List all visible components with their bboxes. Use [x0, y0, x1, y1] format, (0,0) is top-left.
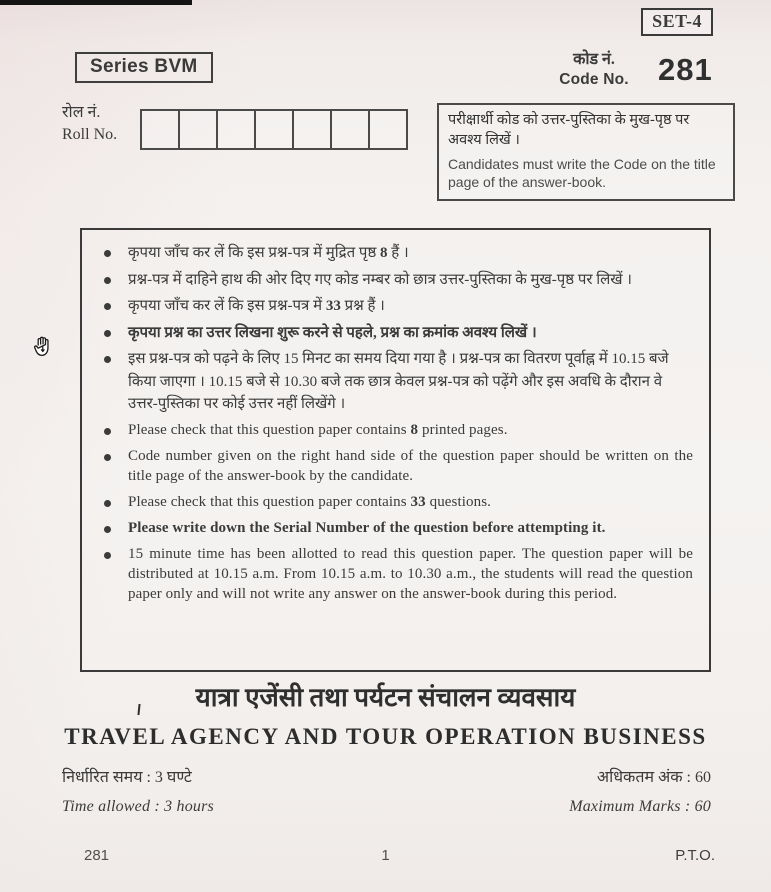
instruction-item — [100, 544, 693, 604]
instruction-text: Please check that this question paper contains 33 questions. — [128, 493, 492, 510]
time-allowed-hindi: निर्धारित समय : 3 घण्टे — [62, 769, 192, 786]
code-number-block — [540, 50, 713, 89]
paper-title-english: TRAVEL AGENCY AND TOUR OPERATION BUSINESS — [64, 724, 707, 749]
roll-digit-cell — [292, 109, 332, 150]
roll-digit-cell — [178, 109, 218, 150]
time-allowed-english: Time allowed : 3 hours — [62, 798, 214, 815]
bullet-icon — [104, 428, 111, 435]
bullet-icon — [104, 330, 111, 337]
bullet-icon — [104, 356, 111, 363]
roll-digit-cell — [368, 109, 408, 150]
scan-edge-artifact — [0, 0, 192, 5]
instructions-english-list — [100, 420, 693, 604]
bullet-icon — [104, 552, 111, 559]
bullet-icon — [104, 303, 111, 310]
roll-digit-cell — [254, 109, 294, 150]
footer-paper-code: 281 — [84, 847, 110, 864]
instruction-item — [100, 518, 693, 538]
roll-number-grid — [140, 109, 408, 150]
bullet-icon — [104, 500, 111, 507]
instruction-text: कृपया जाँच कर लें कि इस प्रश्न-पत्र में 33 प्रश्न हैं । — [128, 298, 385, 314]
footer-page-number: 1 — [381, 847, 390, 864]
maximum-marks-block — [569, 768, 711, 817]
footer-pto-label: P.T.O. — [675, 847, 715, 864]
roll-digit-cell — [330, 109, 370, 150]
paper-title-hindi: यात्रा एजेंसी तथा पर्यटन संचालन व्यवसाय — [195, 683, 576, 712]
code-instruction-box — [437, 103, 735, 201]
roll-label-hindi: रोल नं. — [62, 104, 101, 121]
instruction-item — [100, 348, 693, 416]
code-note-english: Candidates must write the Code on the title page of the answer-book. — [448, 156, 716, 190]
instruction-item — [100, 295, 693, 318]
roll-digit-cell — [216, 109, 256, 150]
roll-label-english: Roll No. — [62, 126, 118, 143]
series-box: Series BVM — [75, 52, 213, 83]
bullet-icon — [104, 250, 111, 257]
set-number-box: SET-4 — [641, 8, 713, 36]
code-label-hindi: कोड नं. — [573, 51, 615, 68]
time-allowed-block — [62, 768, 214, 817]
instruction-item — [100, 242, 693, 265]
instruction-text: कृपया जाँच कर लें कि इस प्रश्न-पत्र में मुद्रित पृष्ठ 8 हैं । — [128, 245, 409, 261]
instruction-text: 15 minute time has been allotted to read this question paper. The question paper will be distributed at 10.15 a.m. From 10.15 a.m. to 10.30 a.m., the students will read the question paper only and will not write any answer on the answer-book during this period. — [128, 545, 693, 602]
maximum-marks-hindi: अधिकतम अंक : 60 — [596, 769, 711, 786]
roll-number-labels — [62, 102, 117, 146]
code-number-value: 281 — [658, 51, 713, 87]
instruction-item — [100, 492, 693, 512]
general-instructions-box — [80, 228, 711, 672]
instruction-text: Please check that this question paper contains 8 printed pages. — [128, 421, 508, 438]
bullet-icon — [104, 526, 111, 533]
instruction-text: प्रश्न-पत्र में दाहिने हाथ की ओर दिए गए कोड नम्बर को छात्र उत्तर-पुस्तिका के मुख-पृष्ठ पर लिखें । — [128, 271, 632, 288]
instruction-item — [100, 446, 693, 486]
instructions-hindi-list — [100, 242, 693, 416]
bullet-icon — [104, 454, 111, 461]
instruction-text: Code number given on the right hand side of the question paper should be written on the title page of the answer-book by the candidate. — [128, 447, 693, 484]
instruction-text: कृपया प्रश्न का उत्तर लिखना शुरू करने से पहले, प्रश्न का क्रमांक अवश्य लिखें । — [128, 324, 537, 341]
roll-digit-cell — [140, 109, 180, 150]
bullet-icon — [104, 277, 111, 284]
code-label-english: Code No. — [559, 71, 629, 88]
instruction-item — [100, 322, 693, 345]
instruction-text: Please write down the Serial Number of the question before attempting it. — [128, 519, 606, 536]
pan-hand-cursor-icon — [32, 335, 55, 359]
code-note-hindi: परीक्षार्थी कोड को उत्तर-पुस्तिका के मुख-पृष्ठ पर अवश्य लिखें । — [448, 112, 690, 148]
instruction-text: इस प्रश्न-पत्र को पढ़ने के लिए 15 मिनट का समय दिया गया है । प्रश्न-पत्र का वितरण पूर्वाह्न में 10.15 बजे किया जाएगा । 10.15 बजे से 10.30 बजे तक छात्र केवल प्रश्न-पत्र को पढ़ेंगे और इस अवधि के दौरान वे उत्तर-पुस्तिका पर कोई उत्तर नहीं लिखेंगे । — [128, 351, 669, 412]
instruction-item — [100, 420, 693, 440]
instruction-item — [100, 269, 693, 292]
maximum-marks-english: Maximum Marks : 60 — [569, 798, 711, 815]
